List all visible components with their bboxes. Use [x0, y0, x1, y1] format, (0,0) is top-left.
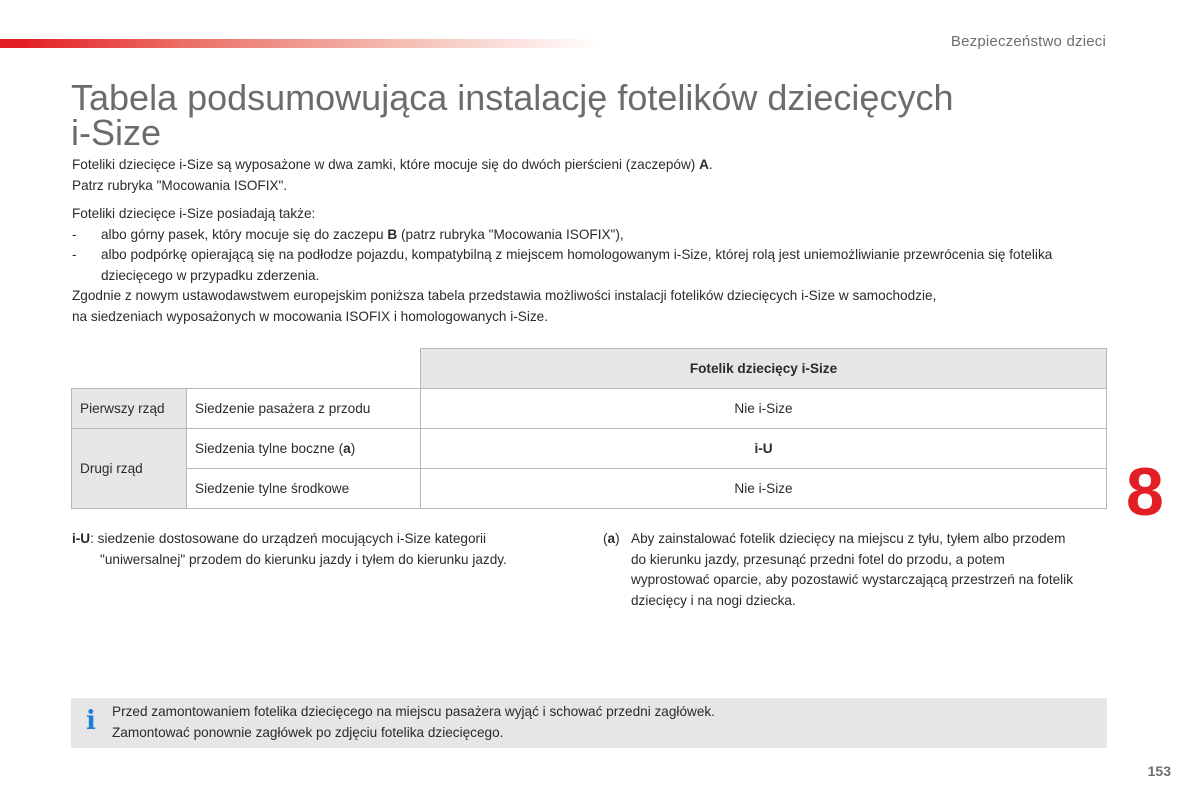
- legend-note-iu: i-U: siedzenie dostosowane do urządzeń mocujących i-Size kategorii "uniwersalnej" przodem do kierunku jazdy i tyłem do kierunku jazdy.: [72, 531, 507, 567]
- seat-cell: Siedzenie tylne środkowe: [187, 469, 421, 509]
- intro-paragraph-3: Foteliki dziecięce i-Size posiadają także:: [72, 206, 316, 221]
- value-cell: Nie i-Size: [421, 389, 1107, 429]
- intro-paragraph-2: Patrz rubryka "Mocowania ISOFIX".: [72, 177, 288, 193]
- bullet-item-support-leg: - albo podpórkę opierającą się na podłodze pojazdu, kompatybilną z miejscem homologowanym i-Size, której rolą jest uniemożliwianie przewrócenia się fotelika dziecięcego w przypadku zderzenia.: [72, 247, 1053, 283]
- row-label-cell: Pierwszy rząd: [72, 389, 187, 429]
- table-header-cell: Fotelik dziecięcy i-Size: [421, 349, 1107, 389]
- table-row: [72, 389, 1107, 429]
- header-accent-bar: [0, 39, 600, 48]
- value-cell: i-U: [421, 429, 1107, 469]
- seat-cell: Siedzenia tylne boczne (a): [187, 429, 421, 469]
- intro-text: [72, 155, 1112, 327]
- page-title-line-2: i-Size: [71, 112, 162, 153]
- page-title: [71, 77, 1071, 153]
- value-cell: Nie i-Size: [421, 469, 1107, 509]
- anchor-a-label: A: [699, 157, 709, 172]
- table-header-row: [72, 349, 1107, 389]
- intro-paragraph-4: Zgodnie z nowym ustawodawstwem europejskim poniższa tabela przedstawia możliwości instalacji fotelików dziecięcych i-Size w samochodzie, na siedzeniach wyposażonych w mocowania ISOFIX i homologowanych i-Size.: [72, 288, 937, 324]
- info-icon: i: [86, 706, 96, 736]
- info-text: Przed zamontowaniem fotelika dziecięcego na miejscu pasażera wyjąć i schować przedni zagłówek. Zamontować ponownie zagłówek po zdjęciu fotelika dziecięcego.: [112, 704, 715, 740]
- bullet-item-top-tether: - albo górny pasek, który mocuje się do zaczepu B (patrz rubryka "Mocowania ISOFIX"),: [72, 225, 1112, 246]
- page-number: 153: [1147, 763, 1171, 779]
- footnote-marker: (a): [603, 531, 620, 546]
- footnote-a: [603, 529, 1073, 611]
- bullet-dash: -: [72, 226, 77, 242]
- legend-key: i-U: [72, 531, 91, 546]
- table-row: [72, 469, 1107, 509]
- section-title: Bezpieczeństwo dzieci: [950, 33, 1106, 50]
- row-label-cell: Drugi rząd: [72, 429, 187, 509]
- intro-paragraph-1: Foteliki dziecięce i-Size są wyposażone w dwa zamki, które mocuje się do dwóch pierścieni (zaczepów) A.: [72, 157, 713, 172]
- anchor-b-label: B: [387, 226, 398, 242]
- page-title-line-1: Tabela podsumowująca instalację fotelików dziecięcych: [71, 77, 954, 118]
- isize-installation-table: [71, 348, 1107, 509]
- footnote-text: Aby zainstalować fotelik dziecięcy na miejscu z tyłu, tyłem albo przodem do kierunku jazdy, przesunąć przedni fotel do przodu, a potem wyprostować oparcie, aby pozostawić wystarczającą przestrzeń na fotelik dziecięcy i na nogi dziecka.: [631, 531, 1073, 608]
- seat-cell: Siedzenie pasażera z przodu: [187, 389, 421, 429]
- table-row: [72, 429, 1107, 469]
- info-box: [71, 698, 1107, 748]
- chapter-number: 8: [1126, 454, 1164, 530]
- bullet-dash: -: [72, 247, 77, 262]
